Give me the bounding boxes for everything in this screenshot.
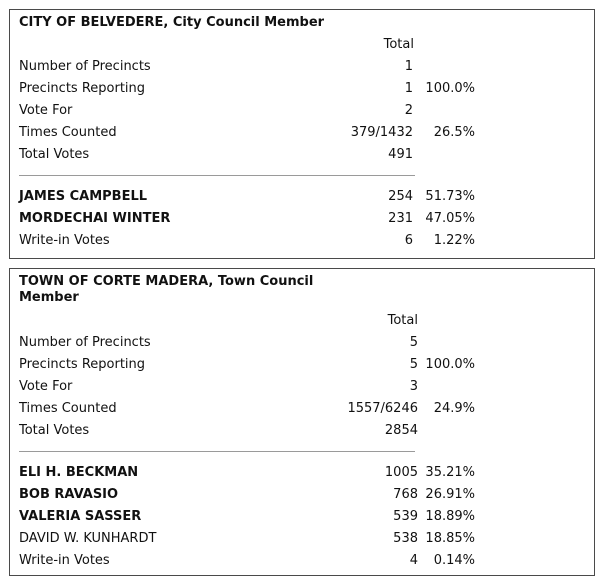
stat-value: 1557/6246: [347, 401, 418, 416]
candidate-votes: 768: [393, 487, 418, 502]
stat-row-precincts: [10, 333, 594, 353]
stat-label: Precincts Reporting: [19, 81, 146, 96]
candidate-percent: 0.14%: [433, 553, 475, 568]
candidate-percent: 1.22%: [433, 233, 475, 248]
total-column-header: Total: [383, 37, 414, 52]
stat-percent: 26.5%: [433, 125, 475, 140]
candidate-percent: 47.05%: [425, 211, 475, 226]
total-column-header: Total: [387, 313, 418, 328]
stat-row-reporting: [10, 355, 594, 375]
stat-label: Vote For: [19, 103, 73, 118]
candidate-votes: 254: [388, 189, 413, 204]
divider: [19, 175, 415, 176]
stat-percent: 100.0%: [425, 81, 475, 96]
candidate-votes: 6: [404, 233, 413, 248]
candidate-row: [10, 187, 594, 207]
stat-row-vote-for: [10, 101, 594, 121]
stat-label: Number of Precincts: [19, 59, 151, 74]
candidate-votes: 231: [388, 211, 413, 226]
stat-value: 5: [409, 357, 418, 372]
write-in-row: [10, 231, 594, 251]
candidate-name: VALERIA SASSER: [19, 509, 142, 524]
stat-row-total-votes: [10, 421, 594, 441]
candidate-percent: 18.89%: [425, 509, 475, 524]
stat-row-times-counted: [10, 123, 594, 143]
stat-label: Times Counted: [19, 401, 117, 416]
candidate-name: Write-in Votes: [19, 553, 110, 568]
candidate-name: JAMES CAMPBELL: [19, 189, 148, 204]
stat-value: 1: [404, 81, 413, 96]
stat-value: 2854: [384, 423, 418, 438]
candidate-percent: 26.91%: [425, 487, 475, 502]
stat-row-vote-for: [10, 377, 594, 397]
candidate-row: [10, 507, 594, 527]
stat-value: 5: [409, 335, 418, 350]
stat-label: Total Votes: [19, 423, 90, 438]
stat-row-precincts: [10, 57, 594, 77]
candidate-row: [10, 463, 594, 483]
stat-percent: 24.9%: [433, 401, 475, 416]
candidate-name: ELI H. BECKMAN: [19, 465, 139, 480]
stat-label: Total Votes: [19, 147, 90, 162]
stat-value: 1: [404, 59, 413, 74]
candidate-percent: 18.85%: [425, 531, 475, 546]
candidate-votes: 1005: [384, 465, 418, 480]
stat-percent: 100.0%: [425, 357, 475, 372]
stat-label: Times Counted: [19, 125, 117, 140]
race-title: CITY OF BELVEDERE, City Council Member: [19, 15, 325, 30]
candidate-name: DAVID W. KUNHARDT: [19, 531, 157, 546]
stat-label: Precincts Reporting: [19, 357, 146, 372]
candidate-votes: 538: [393, 531, 418, 546]
stat-value: 2: [404, 103, 413, 118]
stat-row-total-votes: [10, 145, 594, 165]
stat-row-reporting: [10, 79, 594, 99]
candidate-name: BOB RAVASIO: [19, 487, 119, 502]
write-in-row: [10, 551, 594, 571]
candidate-row: [10, 485, 594, 505]
stat-value: 3: [409, 379, 418, 394]
stat-value: 379/1432: [350, 125, 413, 140]
candidate-name: MORDECHAI WINTER: [19, 211, 171, 226]
candidate-row: [10, 209, 594, 229]
candidate-votes: 539: [393, 509, 418, 524]
divider: [19, 451, 415, 452]
candidate-name: Write-in Votes: [19, 233, 110, 248]
stat-value: 491: [388, 147, 413, 162]
stat-label: Number of Precincts: [19, 335, 151, 350]
race-box-corte-madera: [9, 268, 595, 576]
stat-label: Vote For: [19, 379, 73, 394]
candidate-row: [10, 529, 594, 549]
candidate-percent: 51.73%: [425, 189, 475, 204]
stat-row-times-counted: [10, 399, 594, 419]
candidate-percent: 35.21%: [425, 465, 475, 480]
race-box-belvedere: [9, 9, 595, 259]
candidate-votes: 4: [409, 553, 418, 568]
race-title: TOWN OF CORTE MADERA, Town Council Member: [19, 274, 314, 305]
